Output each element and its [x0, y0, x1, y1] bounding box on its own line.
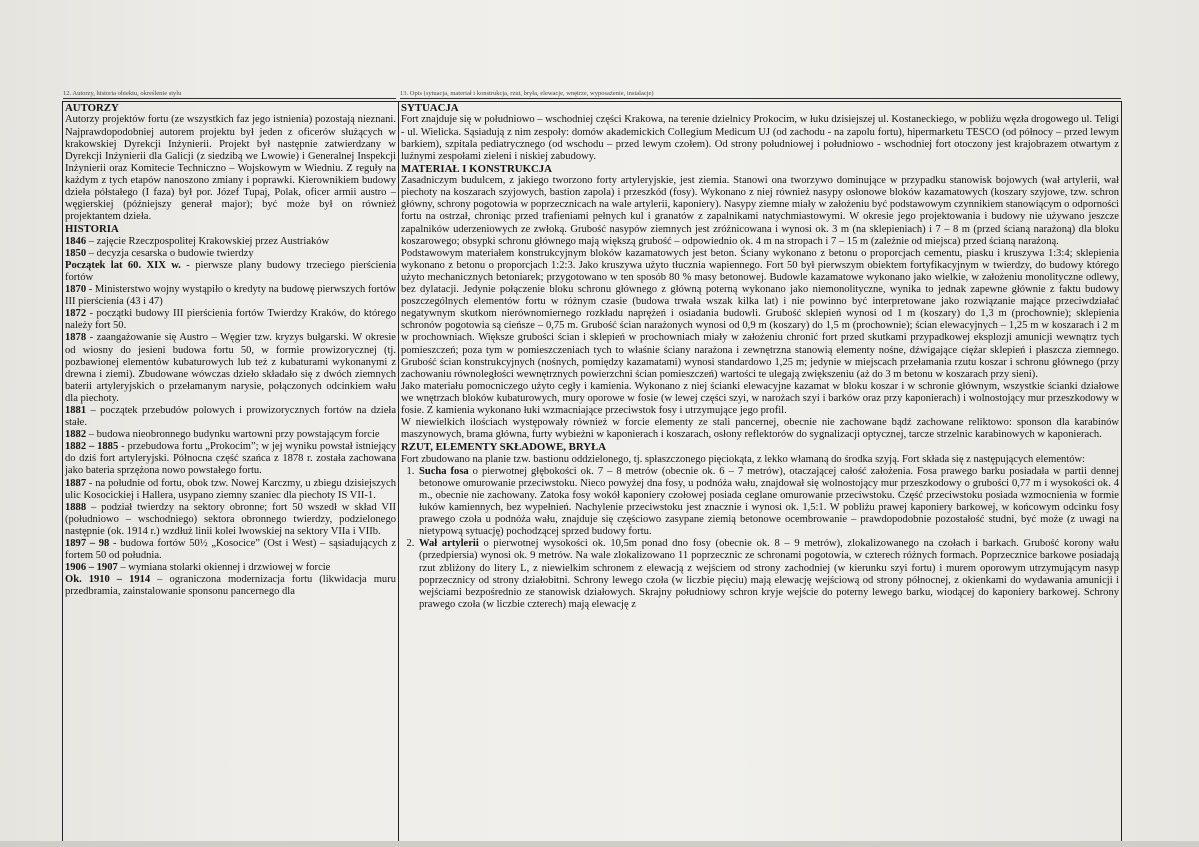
material-paragraph: Jako materiału pomocniczego użyto cegły i kamienia. Wykonano z niej ścianki elewacyjne kazamat w bloku koszar i w schronie głównym, wszystkie ścianki działowe we wnętrzach bloków kubaturowych, mury oporowe w fosie (w lewej części szyi, w narożach szyi i barków oraz przy kaponierach) i wolnostojący mur przeszkodowy w fosie. Z kamienia wykonano łuki wzmacniające przeciwstok fosy i utrzymujące jego profil. [401, 380, 1119, 416]
history-date: 1888 [65, 501, 87, 513]
authors-text: Autorzy projektów fortu (ze wszystkich faz jego istnienia) pozostają nieznani. Najprawdopodobniej autorem projektu był jeden z oficerów służących w krakowskiej Dyrekcji Inżynierii. Projekt był następnie zatwierdzany w Dyrekcji Inżynierii dla Galicji (z siedzibą we Lwowie) i Generalnej Inspekcji Inżynierii oraz Komitecie Techniczno – Wojskowym w Wiedniu. Z reguły na każdym z tych etapów nanoszono zmiany i poprawki. Kierownikiem budowy dzieła półstałego (I faza) był por. Józef Tupaj, Polak, oficer armii austro – węgierskiej (późniejszy generał major); być może był on również projektantem dzieła. [65, 114, 396, 223]
history-entry [65, 429, 396, 441]
history-text: – decyzja cesarska o budowie twierdzy [86, 247, 254, 259]
layout-element-item [417, 538, 1119, 611]
history-text: - zaangażowanie się Austro – Węgier tzw. kryzys bułgarski. W okresie od wiosny do jesieni budowa fortu 50, w formie prowizorycznej (tj. pozbawionej elementów kubaturowych lub też z kubaturami wykonanymi z drewna i ziemi). Zbudowane wówczas dzieło składało się z dwóch ziemnych baterii artyleryjskich o przełamanym narysie, połączonych odcinkiem wału dla piechoty. [65, 332, 396, 404]
history-date: 1881 [65, 404, 87, 416]
history-text: - budowa fortów 50½ „Kosocice” (Ost i West) – sąsiadujących z fortem 50 od południa. [65, 538, 397, 562]
history-date: 1906 – 1907 [65, 562, 118, 574]
history-date: 1882 – 1885 [65, 441, 119, 453]
material-paragraph: Podstawowym materiałem konstrukcyjnym bloków kazamatowych jest beton. Ściany wykonano z betonu o proporcjach cementu, piasku i kruszywa 1:3:4; sklepienia wykonano z betonu o proporcjach 1:2:3. Jako kruszywa użyto tłucznia wapiennego. Fort 50 był pierwszym obiektem fortyfikacyjnym w twierdzy, do budowy którego użyto mechanicznych betoniarek; przygotowano w ten sposób 80 % masy betonowej. Budowle kazamatowe wykonano jako wielkie, w założeniu monolityczne odlewy, bez dylatacji. Jedynie połączenie bloku schronu głównego z główną poterną wykonano jako niemonolityczne, wynika to jednak zapewne głównie z faktu budowy poszczególnych elementów fortu w różnym czasie (budowa trwała wszak kilka lat) i nie powinno być interpretowane jako rozwiązanie mające przeciwdziałać negatywnym skutkom nierównomiernego rozkładu naprężeń i osiadania budowli. Grubość sklepień wynosi od 1 m (koszary) do 1,3 m (prochownie); sklepienia schronów pogotowia są cieńsze – 0,75 m. Grubość ścian narażonych wynosi od 0,9 m (koszary) do 1,5 m (prochownie); ścian elewacyjnych – 1,25 m w koszarach i 2 m w prochowniach. Większe grubości ścian i sklepień w prochowniach miały w założeniu chronić fort przed skutkami przypadkowej eksplozji amunicji wewnątrz tych pomieszczeń; poza tym w pomieszczeniach tych to właśnie ściany narażona i zewnętrzna stanowią elementy nośne, dźwigające ciężar sklepień i płaszcza ziemnego. Grubość ścian konstrukcyjnych (nośnych, pomiędzy kazamatami) wynosi standardowo 1,25 m; jedynie w miejscach przełamania rzutu koszar i schronu głównego (przy zachowaniu równoległości wewnętrznych powierzchni ścian pomieszczeń) wartości te ulegają zwiększeniu (aż do 3 m betonu w koszarach przy sieni). [401, 247, 1119, 380]
history-entry [65, 441, 396, 477]
history-date: 1882 [65, 429, 87, 441]
right-column-header: 13. Opis (sytuacja, materiał i konstrukcja, rzut, bryła, elewacje, wnętrze, wyposażenie, instalacje) [400, 90, 1121, 99]
history-date: 1878 [65, 332, 87, 344]
history-date: 1870 [65, 284, 87, 296]
history-text: - przebudowa fortu „Prokocim”; w jej wyniku powstał istniejący do dziś fort artyleryjski. Północna część szańca z 1878 r. została zachowana jako bateria sprzężona nowo powstałego fortu. [65, 441, 396, 477]
history-date: Ok. 1910 – 1914 [65, 574, 151, 586]
history-entry [65, 248, 396, 260]
history-entry [65, 538, 396, 562]
history-entry [65, 562, 396, 574]
material-paragraph: Zasadniczym budulcem, z jakiego tworzono forty artyleryjskie, jest ziemia. Stanowi ona tworzywo dominujące w przypadku stanowisk bojowych (wał artylerii, wał piechoty na koszarach szyjowych, bastion zapola) i przeszkód (fosy). Wykonano z niej również nasypy osłonowe bloków kazamatowych (koszary szyjowe, tzw. schron główny, schrony pogotowia w poprzecznicach na wale artylerii, kaponiery). Nasypy ziemne miały w założeniu być podstawowym czynnikiem stanowiącym o odporności fortu na ostrzał, chroniąc przed trafieniami pełnych kul i granatów z zapalnikami natychmiastowymi. W okresie jego projektowania i budowy nie używano jeszcze zapalników uderzeniowych ze zwłoką. Grubość nasypów ziemnych jest zróżnicowana i wynosi ok. 3 m (na sklepieniach) i 7 – 8 m (przed ścianą narażoną) dla bloku koszarowego; obsypki schronu głównego mają większą grubość – odpowiednio ok. 4 m na stropach i 7 – 15 m (zależnie od miejsca) przed ścianą narażoną. [401, 175, 1119, 247]
history-list [65, 236, 396, 599]
situation-text: Fort znajduje się w południowo – wschodniej części Krakowa, na terenie dzielnicy Prokocim, w łuku dzisiejszej ul. Kostaneckiego, w pobliżu węzła drogowego ul. Teligi - ul. Wielicka. Sąsiadują z nim zespoły: domów akademickich Collegium Medicum UJ (od zachodu - na zapolu fortu), hipermarketu TESCO (od północy – przed lewym barkiem), szpitala pediatrycznego (od wschodu – przed lewym czołem). Od strony południowej i południowo - wschodniej fort otoczony jest krajobrazem otwartym z luźnymi zespołami zieleni i niskiej zabudowy. [401, 114, 1119, 162]
material-paragraphs [401, 175, 1119, 441]
history-text: – ograniczona modernizacja fortu (likwidacja muru przedbramia, zainstalowanie sponsonu pancernego dla [65, 574, 396, 598]
history-date: 1897 – 98 [65, 538, 110, 549]
history-entry [65, 502, 396, 538]
left-column-header: 12. Autorzy, historia obiektu, określenie stylu [63, 90, 396, 99]
history-entry [65, 574, 396, 598]
scan-edge [0, 841, 1199, 847]
history-entry [65, 284, 396, 308]
history-text: – podział twierdzy na sektory obronne; fort 50 wszedł w skład VII (południowo – wschodniego) sektora obronnego twierdzy, podzielonego następnie (ok. 1914 r.) wzdłuż linii kolei lwowskiej na sektory VIIa i VIIb. [65, 501, 396, 537]
history-date: 1872 [65, 308, 87, 320]
history-entry [65, 405, 396, 429]
material-paragraph: W niewielkich ilościach występowały również w forcie elementy ze stali pancernej, obecnie nie zachowane bądź zachowane reliktowo: sponson dla karabinów maszynowych, brama główna, furty wybieżni w kaponierach i koszarach, osłony reflektorów do sygnalizacji optycznej, tarcze strzelnic karabinowych w kaponierach. [401, 417, 1119, 441]
description-column [399, 101, 1122, 847]
authors-heading: AUTORZY [65, 102, 119, 114]
layout-element-term: Sucha fosa [419, 465, 469, 477]
history-text: – początek przebudów polowych i prowizorycznych fortów na dzieła stałe. [65, 404, 396, 429]
history-text: - początki budowy III pierścienia fortów Twierdzy Kraków, do którego należy fort 50. [65, 308, 396, 332]
layout-intro: Fort zbudowano na planie tzw. bastionu oddzielonego, tj. spłaszczonego pięciokąta, z lekko włamaną do środka szyją. Fort składa się z następujących elementów: [401, 453, 1086, 465]
history-text: – budowa nieobronnego budynku wartowni przy powstającym forcie [86, 429, 380, 441]
layout-element-text: o pierwotnej głębokości ok. 7 – 8 metrów (obecnie ok. 6 – 7 metrów), otaczającej całość założenia. Fosa prawego barku posiadała w partii dennej betonowe omurowanie przeciwstoku. Nieco powyżej dna fosy, u podnóża wału, znajdował się wolnostojący mur przeszkodowy o grubości 0,77 m i wysokości ok. 4 m., obecnie nie zachowany. Zatoka fosy wokół kaponiery czołowej posiada ceglane omurowanie przeciwstoku. Część przeciwstoku posiada wzmocnienia w formie łuków kamiennych, bez wypełnień. Nachylenie przeciwstoku jest znacznie i wynosi ok. 1,5:1. W pobliżu prawej kaponiery barkowej, w końcowym odcinku fosy prawego czoła u podnóża wału, znajduje się częściowo zasypane ziemią betonowe ocembrowanie – prawdopodobnie pozostałość studni, być może (z uwagi na nietypową sytuację) pochodzącej sprzed budowy fortu. [419, 465, 1119, 538]
history-entry [65, 478, 396, 502]
history-text: - na południe od fortu, obok tzw. Nowej Karczmy, u zbiegu dzisiejszych ulic Kosocickiej i Hallera, usypano ziemny szaniec dla piechoty IS VII-1. [65, 477, 396, 501]
history-date: 1846 [65, 235, 87, 247]
history-entry [65, 260, 396, 284]
material-heading: MATERIAŁ I KONSTRUKCJA [401, 162, 552, 175]
layout-element-text: o pierwotnej wysokości ok. 10,5m ponad dno fosy (obecnie ok. 8 – 9 metrów), zlokalizowanego na czołach i barkach. Grubość korony wału (przedpiersia) wynosi ok. 9 metrów. Na wale zlokalizowano 11 poprzecznic ze schronami pogotowia, w czterech różnych formach. Poprzecznice barkowe posiadają rzut zbliżony do litery L, z niewielkim schronem z elewacją z wejściem od strony zachodniej (w kierunku szyi fortu) i murem oporowym utrzymującym nasyp poprzecznicy od strony działobitni. Schrony lewego czoła (w liczbie pięciu) mają elewację wejściową od strony północnej, z okienkami do wydawania amunicji i wejściami bezpośrednio ze stanowisk działowych. Skrajny południowy schron kryje wejście do poterny lewego barku, wiodącej do kaponiery barkowej. Schrony prawego czoła (w liczbie czterech) mają elewację z [419, 538, 1119, 610]
history-date: Początek lat 60. XIX w. [65, 259, 181, 271]
history-entry [65, 236, 396, 248]
history-text: - Ministerstwo wojny wystąpiło o kredyty na budowę pierwszych fortów III pierścienia (43 i 47) [65, 284, 397, 308]
authors-history-column [62, 101, 399, 847]
history-text: – zajęcie Rzeczpospolitej Krakowskiej przez Austriaków [86, 235, 330, 247]
layout-heading: RZUT, ELEMENTY SKŁADOWE, BRYŁA [401, 441, 607, 454]
history-date: 1850 [65, 247, 87, 259]
layout-element-term: Wał artylerii [419, 538, 479, 550]
layout-element-item [417, 466, 1119, 539]
history-heading: HISTORIA [65, 223, 119, 236]
history-text: - pierwsze plany budowy trzeciego pierścienia fortów [65, 259, 396, 283]
layout-elements-list [401, 466, 1119, 611]
history-date: 1887 [65, 477, 87, 489]
history-entry [65, 332, 396, 405]
situation-heading: SYTUACJA [401, 102, 459, 114]
history-entry [65, 308, 396, 332]
history-text: – wymiana stolarki okiennej i drzwiowej w forcie [117, 562, 331, 574]
